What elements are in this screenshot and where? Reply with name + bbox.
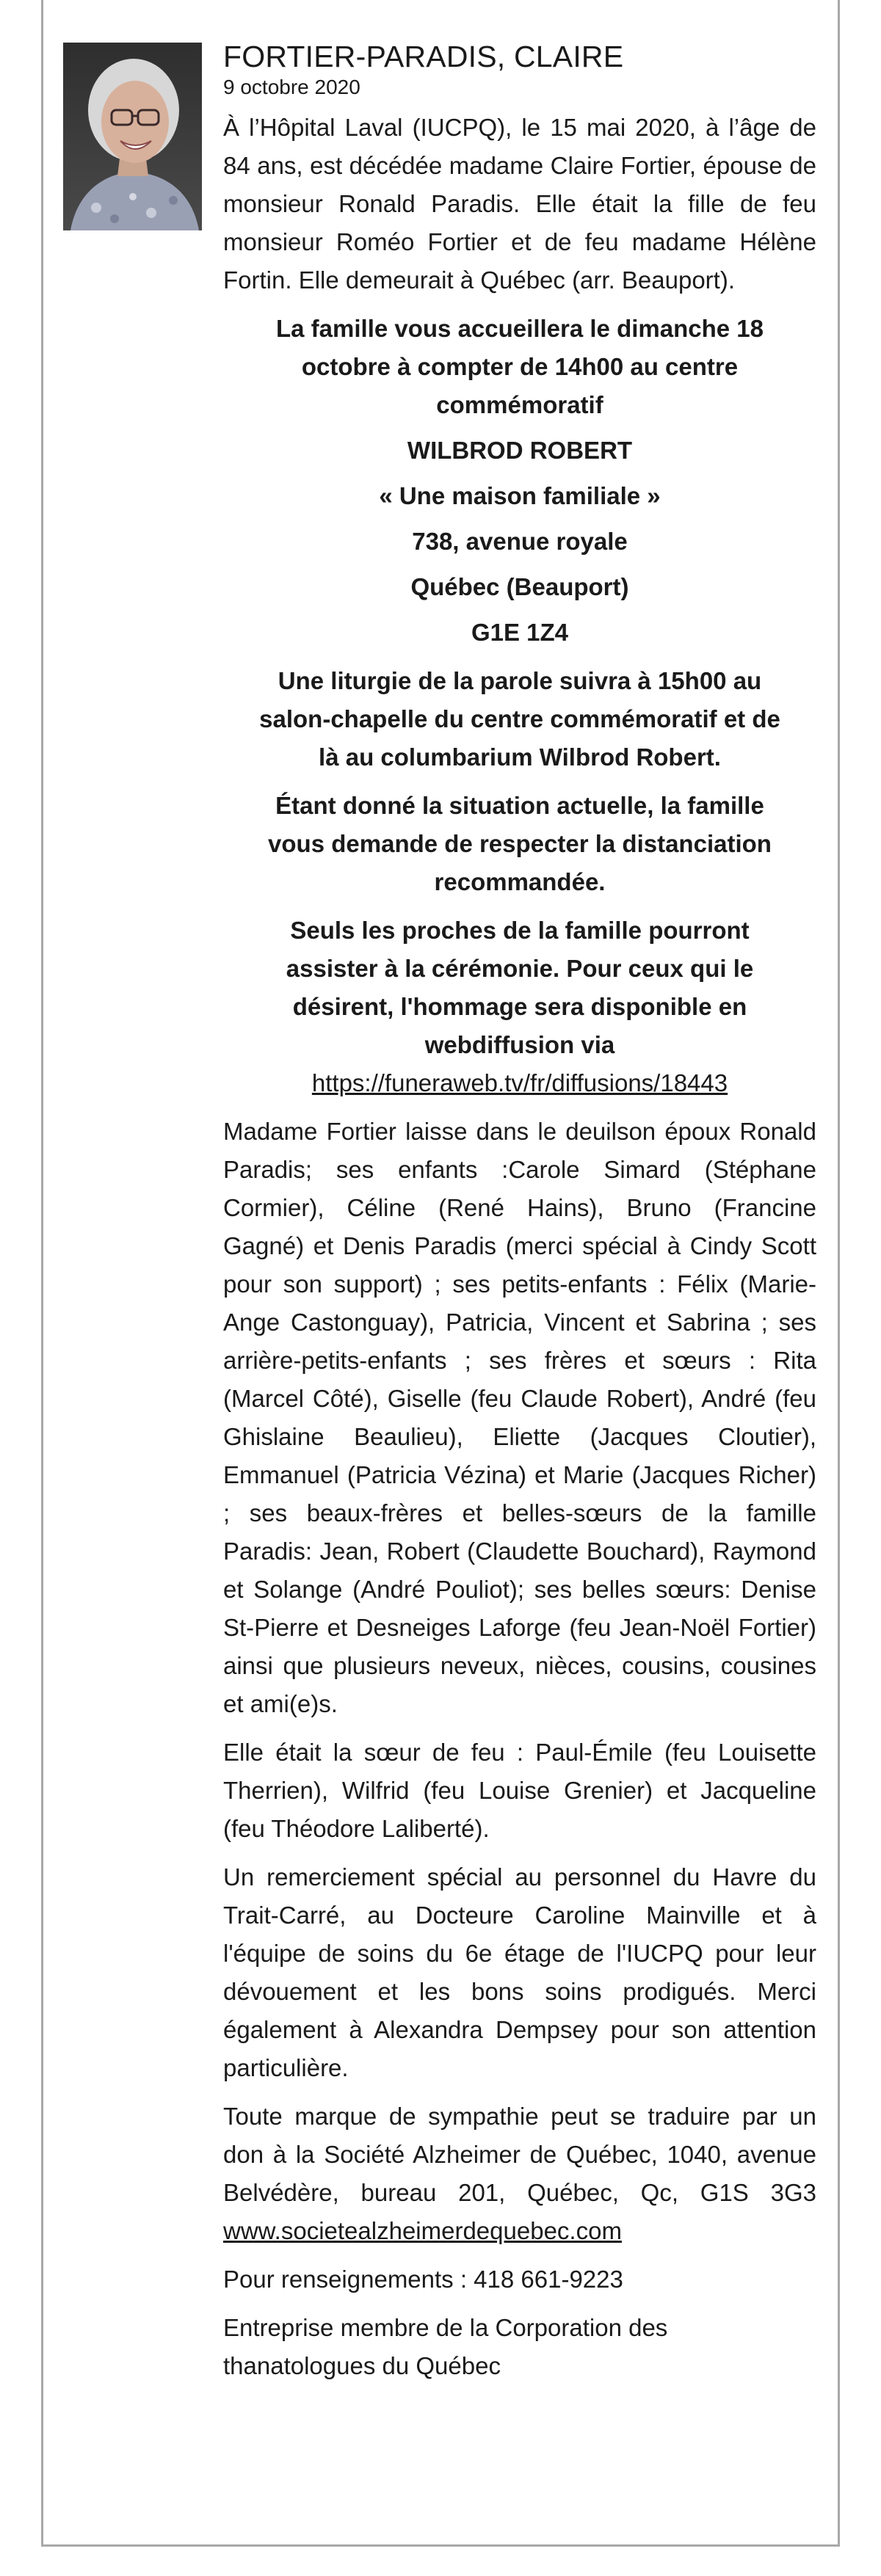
visitation-line-1: La famille vous accueillera le dimanche 18 bbox=[276, 315, 764, 342]
webcast-line-3: désirent, l'hommage sera disponible en bbox=[292, 993, 747, 1020]
siblings-paragraph: Elle était la sœur de feu : Paul-Émile (feu Louisette Therrien), Wilfrid (feu Louise Grenier) et Jacqueline (feu Théodore Laliberté). bbox=[223, 1739, 816, 1842]
donation-text: Toute marque de sympathie peut se traduire par un don à la Société Alzheimer de Québec, 1040, avenue Belvédère, bureau 201, Québec, Qc, G1S 3G3 bbox=[223, 2103, 816, 2206]
distancing-line-3: recommandée. bbox=[434, 868, 606, 895]
intro-paragraph: À l’Hôpital Laval (IUCPQ), le 15 mai 2020, à l’âge de 84 ans, est décédée madame Claire Fortier, épouse de monsieur Ronald Paradis. Elle était la fille de feu monsieur Roméo Fortier et de feu madame Hélène Fortin. Elle demeurait à Québec (arr. Beauport). bbox=[223, 114, 816, 294]
border-left bbox=[41, 0, 43, 2547]
webcast-line-1: Seuls les proches de la famille pourront bbox=[290, 917, 750, 944]
border-bottom bbox=[41, 2544, 840, 2547]
webcast-link-row bbox=[223, 1064, 816, 1102]
distancing-line-2: vous demande de respecter la distanciation bbox=[268, 830, 772, 857]
thanks-paragraph: Un remerciement spécial au personnel du Havre du Trait-Carré, au Docteure Caroline Mainville et à l'équipe de soins du 6e étage de l'IUCPQ pour leur dévouement et les bons soins prodigués. Merci également à Alexandra Dempsey pour son attention particulière. bbox=[223, 1863, 816, 2081]
member-line-1: Entreprise membre de la Corporation des bbox=[223, 2314, 668, 2341]
border-right bbox=[838, 0, 840, 2547]
distancing-line-1: Étant donné la situation actuelle, la famille bbox=[275, 792, 764, 819]
funeral-home-postal: G1E 1Z4 bbox=[471, 619, 569, 646]
family-paragraph: Madame Fortier laisse dans le deuilson époux Ronald Paradis; ses enfants :Carole Simard (Stéphane Cormier), Céline (René Hains), Bruno (Francine Gagné) et Denis Paradis (merci spécial à Cindy Scott pour son support) ; ses petits-enfants : Félix (Marie-Ange Castonguay), Patricia, Vincent et Sabrina ; ses arrière-petits-enfants ; ses frères et sœurs : Rita (Marcel Côté), Giselle (feu Claude Robert), André (feu Ghislaine Beaulieu), Eliette (Jacques Cloutier), Emmanuel (Patricia Vézina) et Marie (Jacques Richer) ; ses beaux-frères et belles-sœurs de la famille Paradis: Jean, Robert (Claudette Bouchard), Raymond et Solange (André Pouliot); ses belles sœurs: Denise St-Pierre et Desneiges Laforge (feu Jean-Noël Fortier) ainsi que plusieurs neveux, nièces, cousins, cousines et ami(e)s. bbox=[223, 1118, 816, 1717]
liturgy-line-1: Une liturgie de la parole suivra à 15h00 au bbox=[278, 667, 762, 694]
liturgy-line-3: là au columbarium Wilbrod Robert. bbox=[319, 743, 721, 771]
webcast-link[interactable]: https://funeraweb.tv/fr/diffusions/18443 bbox=[311, 1069, 728, 1096]
visitation-block bbox=[223, 310, 816, 652]
funeral-home-address: 738, avenue royale bbox=[412, 528, 628, 555]
obituary-content bbox=[223, 38, 816, 2385]
funeral-home-slogan: « Une maison familiale » bbox=[379, 482, 661, 509]
funeral-home-city: Québec (Beauport) bbox=[410, 573, 629, 600]
member-block bbox=[223, 2309, 816, 2385]
donation-link[interactable]: www.societealzheimerdequebec.com bbox=[223, 2217, 622, 2244]
donation-paragraph bbox=[223, 2097, 816, 2250]
deceased-name: FORTIER-PARADIS, CLAIRE bbox=[223, 40, 624, 73]
info-line: Pour renseignements : 418 661-9223 bbox=[223, 2266, 623, 2293]
visitation-line-2: octobre à compter de 14h00 au centre bbox=[301, 353, 739, 380]
webcast-block bbox=[223, 912, 816, 1102]
webcast-line-4: webdiffusion via bbox=[424, 1031, 615, 1058]
liturgy-line-2: salon-chapelle du centre commémoratif et de bbox=[259, 705, 780, 732]
funeral-home-name: WILBROD ROBERT bbox=[407, 437, 633, 464]
portrait-photo bbox=[63, 43, 202, 230]
member-line-2: thanatologues du Québec bbox=[223, 2352, 501, 2379]
visitation-line-3: commémoratif bbox=[436, 391, 603, 418]
publication-date: 9 octobre 2020 bbox=[223, 76, 360, 98]
distancing-block bbox=[223, 787, 816, 901]
webcast-line-2: assister à la cérémonie. Pour ceux qui le bbox=[286, 955, 754, 982]
liturgy-block bbox=[223, 662, 816, 776]
